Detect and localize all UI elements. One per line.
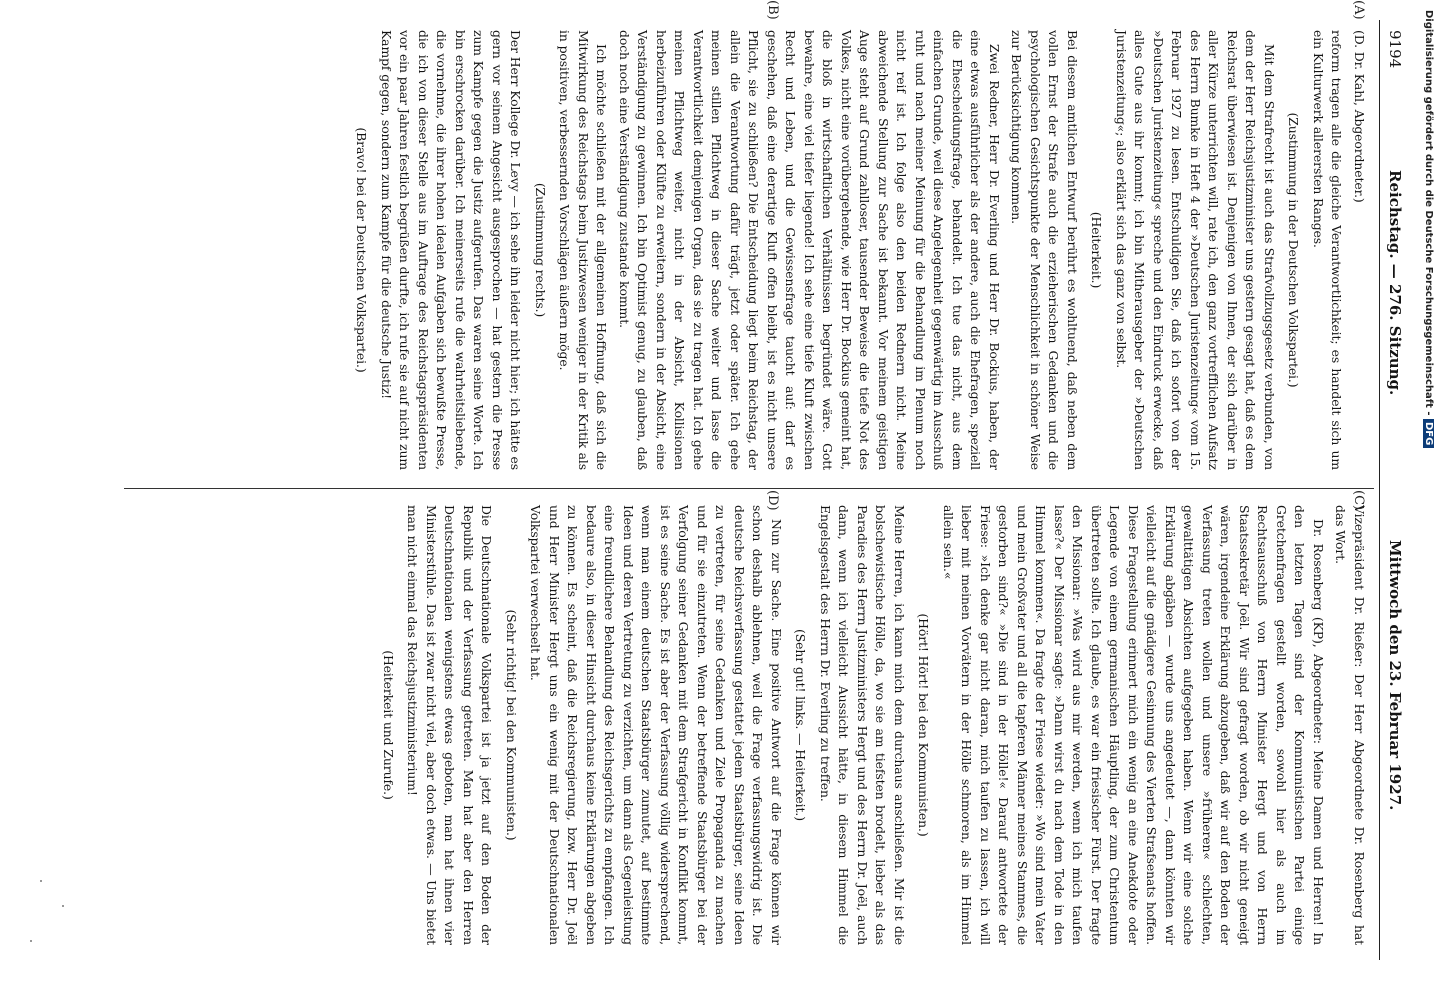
header-session: Reichstag. — 276. Sitzung. (1386, 170, 1404, 396)
page-header (1379, 20, 1410, 960)
scan-speck (62, 905, 64, 907)
margin-marker-a: (A) (1351, 0, 1366, 20)
scan-speck (30, 940, 32, 942)
scan-speck (40, 880, 42, 882)
left-column-paragraph: reform tragen alle die gleiche Verantwortlichkeit; es handelt sich um ein Kulturwerk allerersten Ranges. (1311, 30, 1345, 470)
left-column-paragraph: (Zustimmung rechts.) (533, 182, 548, 318)
left-column-paragraph: Bei diesem amtlichen Entwurf berührt es wohltuend, daß neben dem vollen Ernst der Strafe auch die erzieherischen Gedanken und die psychologischen Gesichtspunkte der Menschlichkeit in schöner Weise zur Berücksichtigung kommen. (1009, 30, 1080, 470)
digitization-credit (1418, 10, 1434, 990)
credit-text: Digitalisierung gefördert durch die Deutsche Forschungsgemeinschaft - (1423, 10, 1434, 416)
left-column-paragraph: Ich möchte schließen mit der allgemeinen Hoffnung, daß sich die Mitwirkung des Reichstags beim Justizwesen weniger in der Kritik als in positiven, verbessernden Vorschlägen äußern möge. (557, 30, 610, 470)
margin-marker-d: (D) (765, 490, 780, 511)
left-column-paragraph: Mit dem Strafrecht ist auch das Strafvollzugsgesetz verbunden, von dem der Herr Reichsjustizminister uns gestern gesagt hat, daß es dem Reichsrat überwiesen ist. Denjenigen von Ihnen, der sich darüber in aller Kürze unterrichten will, rate ich, den ganz vortrefflichen Aufsatz des Herrn Bumke in Heft 4 der »Deutschen Juristenzeitung« vom 15. Februar 1927 zu lesen. Entschuldigen Sie, daß ich sofort von der »Deutschen Juristenzeitung« spreche und den Eindruck erwecke, daß alles Gute aus ihr kommt; ich bin Mitherausgeber der »Deutschen Juristenzeitung«; also erklärt sich das ganz von selbst. (1114, 30, 1277, 470)
left-column (346, 30, 1368, 470)
margin-marker-b: (B) (765, 0, 780, 20)
left-column-paragraph: (Bravo! bei der Deutschen Volkspartei.) (354, 127, 370, 373)
right-column-paragraph: (Sehr gut! links. — Heiterkeit.) (793, 629, 809, 821)
left-column-paragraph: (Heiterkeit.) (1089, 211, 1105, 289)
right-column-paragraph: (Heiterkeit und Zurufe.) (381, 650, 396, 800)
column-divider (124, 488, 1374, 489)
right-column-paragraph: Meine Herren, ich kann mich dem durchaus anschließen. Mir ist die bolschewistische Hölle, da, wo sie am tiefsten brodelt, lieber als das Paradies des Herrn Justizministers Hergt und des Herrn Dr. Joël, auch dann, wenn ich vielleicht Aussicht hätte, in diesem Himmel die Engelsgestalt des Herrn Dr. Everling zu treffen. (818, 505, 907, 945)
right-column-paragraph: (Hört! Hört! bei den Kommunisten.) (916, 613, 932, 837)
dfg-logo: DFG (1423, 419, 1434, 448)
right-column-paragraph: (Sehr richtig! bei den Kommunisten.) (504, 609, 519, 841)
left-column-paragraph: Zwei Redner, Herr Dr. Everling und Herr Dr. Bockius, haben, der eine etwas ausführlicher als der andere, auch die Ehefragen, speziell die Ehescheidungsfrage, behandelt. Ich tue das nicht, aus dem einfachen Grunde, weil diese Angelegenheit gegenwärtig im Ausschuß ruht und nach meiner Meinung für die Behandlung im Plenum noch nicht reif ist. Ich folge also den beiden Rednern nicht. Meine abweichende Stellung zur Sache ist bekannt. Vor meinem geistigen Auge steht auf Grund zahlloser, tausender Beweise die tiefe Not des Volkes, nicht eine vorübergehende, wie Herr Dr. Bockius gemeint hat, die bloß in wirtschaftlichen Verhältnissen begründet wäre. Gott bewahre, eine viel tiefer liegende! Ich sehe eine tiefe Kluft zwischen Recht und Leben, und die Gewissensfrage taucht auf: darf es geschehen, daß eine derartige Kluft offen bleibt, ist es nicht unsere Pflicht, sie zu schließen? Die Entscheidung liegt beim Reichstag, der allein die Verantwortung dafür trägt, jetzt oder später. Ich gehe meinen stillen Pflichtweg in dieser Sache weiter und lasse die Verantwortlichkeit demjenigen Organ, das sie zu tragen hat. Ich gehe meinen Pflichtweg weiter, nicht in der Absicht, Kollisionen herbeizuführen oder Klüfte zu erweitern, sondern in der Absicht, eine Verständigung zu gewinnen. Ich bin Optimist genug, zu glauben, daß doch noch eine Verständigung zustande kommt. (617, 30, 1002, 470)
right-column (373, 505, 1369, 945)
right-column-paragraph: Die Deutschnationale Volkspartei ist ja jetzt auf den Boden der Republik und der Verfassung getreten. Man hat aber den Herren Deutschnationalen wenigstens etwas geboten, man hat ihnen vier Ministerstühle. Das ist zwar nicht viel, aber doch etwas. — Uns bietet man nicht einmal das Reichsjustizministerium! (405, 505, 495, 945)
left-column-paragraph: Der Herr Kollege Dr. Levy — ich sehe ihn leider nicht hier; ich hätte es gern vor seinem Angesicht ausgesprochen — hat gestern die Presse zum Kampfe gegen die Justiz aufgerufen. Das waren seine Worte. Ich bin erschrocken darüber. Ich meinerseits rufe die wahrheitsliebende, die vornehme, die ihrer hohen idealen Aufgaben sich bewußte Presse, die ich von dieser Stelle aus im Auftrage des Reichstagspräsidenten vor ein paar Jahren festlich begrüßen durfte, ich rufe sie auf nicht zum Kampf gegen, sondern zum Kampfe für die deutsche Justiz! (379, 30, 524, 470)
right-column-paragraph: Vizepräsident Dr. Rießer: Der Herr Abgeordnete Dr. Rosenberg hat das Wort. (1333, 505, 1367, 945)
left-column-paragraph: (D. Dr. Kahl, Abgeordneter.) (1352, 30, 1367, 203)
header-date: Mittwoch den 23. Februar 1927. (1386, 540, 1404, 811)
margin-marker-c: (C) (1351, 490, 1366, 511)
page-number: 9194 (1386, 30, 1404, 69)
page-content (110, 0, 1410, 960)
right-column-paragraph: Dr. Rosenberg (KP), Abgeordneter: Meine Damen und Herren! In den letzten Tagen sind der Kommunistischen Partei einige Gretchenfragen gestellt worden, sowohl hier als auch im Rechtsausschuß von Herrn Minister Hergt und von Herrn Staatssekretär Joël. Wir sind gefragt worden, ob wir nicht geneigt wären, irgendeine Erklärung abzugeben, daß wir auf den Boden der Verfassung treten wollen und unsere »früheren« schlechten, gewalttätigen Absichten aufgegeben haben. Wenn wir eine solche Erklärung abgäben — wurde uns angedeutet —, dann könnten wir vielleicht auf die gnädigere Gesinnung des Vierten Strafsenats hoffen. Diese Fragestellung erinnert mich ein wenig an eine Anekdote oder Legende von einem germanischen Häuptling, der zum Christentum übertreten sollte. Ich glaube, es war ein friesischer Fürst. Der fragte den Missionar: »Was wird aus mir werden, wenn ich mich taufen lasse?« Der Missionar sagte: »Dann wirst du nach dem Tode in den Himmel kommen«. Da fragte der Friese wieder: »Wo sind mein Vater und mein Großvater und all die tapferen Männer meines Stammes, die gestorben sind?« »Die sind in der Hölle!« Darauf antwortete der Friese: »Ich denke gar nicht daran, mich taufen zu lassen, ich will lieber mit meinen Vorvätern in der Hölle schmoren, als im Himmel allein sein.« (941, 505, 1326, 945)
left-column-paragraph: (Zustimmung in der Deutschen Volkspartei.) (1286, 112, 1302, 388)
rotated-page-wrapper (110, 0, 1410, 960)
right-column-paragraph: Nun zur Sache. Eine positive Antwort auf die Frage können wir schon deshalb ablehnen, weil die Frage verfassungswidrig ist. Die deutsche Reichsverfassung gestattet jedem Staatsbürger, seine Ideen zu vertreten, für seine Gedanken und Ziele Propaganda zu machen und für sie einzutreten. Wenn der betreffende Staatsbürger bei der Verfolgung seiner Gedanken mit dem Strafgericht in Konflikt kommt, ist es seine Sache. Es ist aber der Verfassung völlig widersprechend, wenn man einem deutschen Staatsbürger zumutet, auf bestimmte Ideen und deren Vertretung zu verzichten, um dann als Gegenleistung eine freundlichere Behandlung des Reichsgerichts zu empfangen. Ich bedaure also, in dieser Hinsicht durchaus keine Erklärungen abgeben zu können. Es scheint, daß die Reichsregierung, bzw. Herr Dr. Joël und Herr Minister Hergt uns ein wenig mit der Deutschnationalen Volkspartei verwechselt hat. (528, 505, 784, 945)
